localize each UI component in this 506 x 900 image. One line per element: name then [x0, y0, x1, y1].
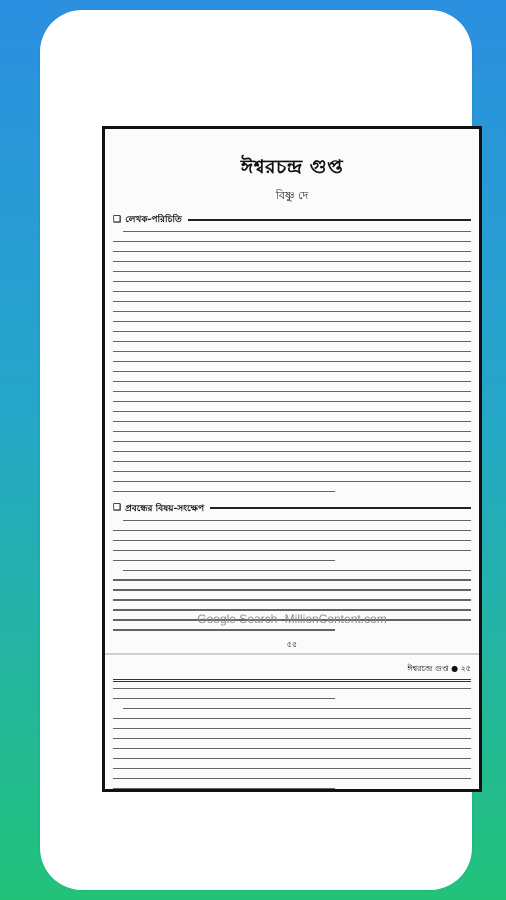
section-rule [210, 507, 471, 509]
page-number: ৫৫ [286, 640, 298, 650]
section-rule [188, 219, 471, 221]
page-two [113, 657, 471, 785]
author-bio-text [113, 231, 471, 492]
document-page [102, 126, 482, 792]
running-header [113, 663, 471, 676]
running-header-label: ঈশ্বরচন্দ্র গুপ্ত ● ২৫ [407, 664, 471, 673]
watermark-text: Google Search- MillionContent.com [197, 612, 387, 626]
article-author: বিষ্ণু দে [275, 189, 309, 202]
header-rule [113, 679, 471, 682]
section-heading-summary [113, 501, 471, 516]
page-two-text [113, 688, 471, 792]
section-box-icon: ❑ [113, 214, 122, 225]
section-box-icon: ❑ [113, 503, 122, 514]
page-divider [105, 653, 479, 655]
section-heading-label: প্রবন্ধের বিষয়-সংক্ষেপ [125, 503, 205, 514]
phone-frame [40, 10, 472, 890]
article-title: ঈশ্বরচন্দ্র গুপ্ত [240, 156, 344, 178]
section-heading-label: লেখক-পরিচিতি [125, 215, 182, 225]
section-heading-author [113, 212, 471, 227]
page-one [113, 135, 471, 655]
